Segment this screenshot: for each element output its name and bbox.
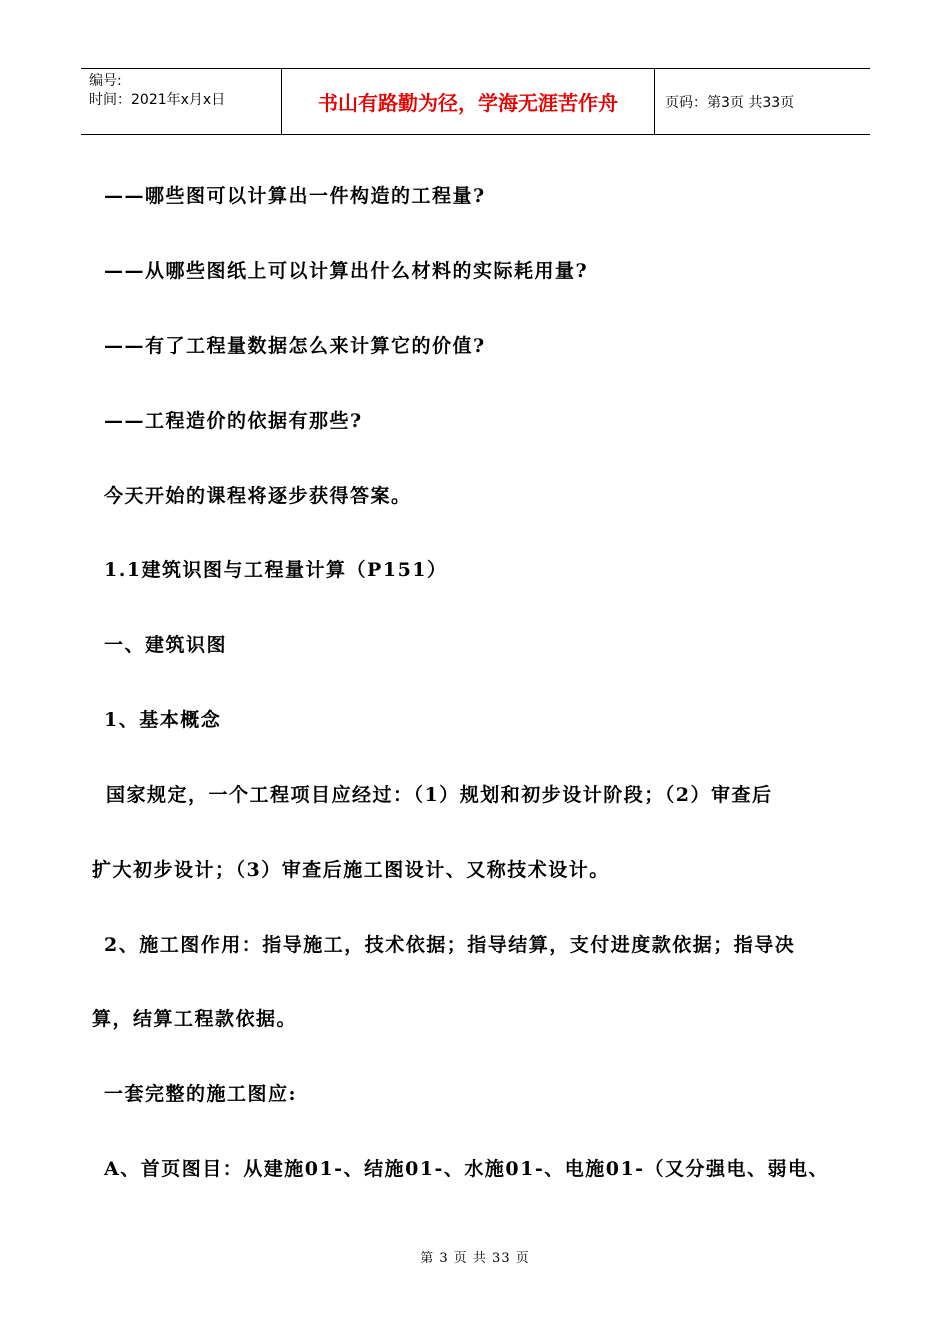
header-page-cell xyxy=(655,69,870,134)
item-heading-1: 1、基本概念 xyxy=(104,709,222,731)
question-line-1: ——哪些图可以计算出一件构造的工程量? xyxy=(104,185,486,207)
subsection-heading: 一、建筑识图 xyxy=(104,634,228,656)
header-meta-cell xyxy=(81,69,282,134)
motto-text: 书山有路勤为径，学海无涯苦作舟 xyxy=(318,91,618,115)
intro-sentence: 今天开始的课程将逐步获得答案。 xyxy=(104,485,412,507)
question-line-2: ——从哪些图纸上可以计算出什么材料的实际耗用量? xyxy=(104,260,589,282)
paragraph-line-1: 国家规定，一个工程项目应经过：（1）规划和初步设计阶段；（2）审查后 xyxy=(106,784,773,806)
page-footer: 第 3 页 共 33 页 xyxy=(420,1251,530,1266)
paragraph-line-3: 2、施工图作用：指导施工，技术依据；指导结算，支付进度款依据；指导决 xyxy=(104,934,796,956)
header-motto-cell xyxy=(282,69,655,134)
section-heading: 1.1建筑识图与工程量计算（P151） xyxy=(104,559,448,581)
paragraph-line-4: 算，结算工程款依据。 xyxy=(92,1008,298,1030)
document-header xyxy=(81,68,870,135)
list-intro: 一套完整的施工图应: xyxy=(104,1083,298,1105)
serial-number-label: 编号: xyxy=(89,73,122,89)
paragraph-line-2: 扩大初步设计；（3）审查后施工图设计、又称技术设计。 xyxy=(92,859,610,881)
question-line-3: ——有了工程量数据怎么来计算它的价值? xyxy=(104,335,486,357)
date-label: 时间：2021年x月x日 xyxy=(89,92,226,108)
header-page-info: 页码：第3页 共33页 xyxy=(665,94,795,111)
question-line-4: ——工程造价的依据有那些? xyxy=(104,410,363,432)
list-item-a: A、首页图目：从建施01-、结施01-、水施01-、电施01-（又分强电、弱电、 xyxy=(104,1158,830,1180)
